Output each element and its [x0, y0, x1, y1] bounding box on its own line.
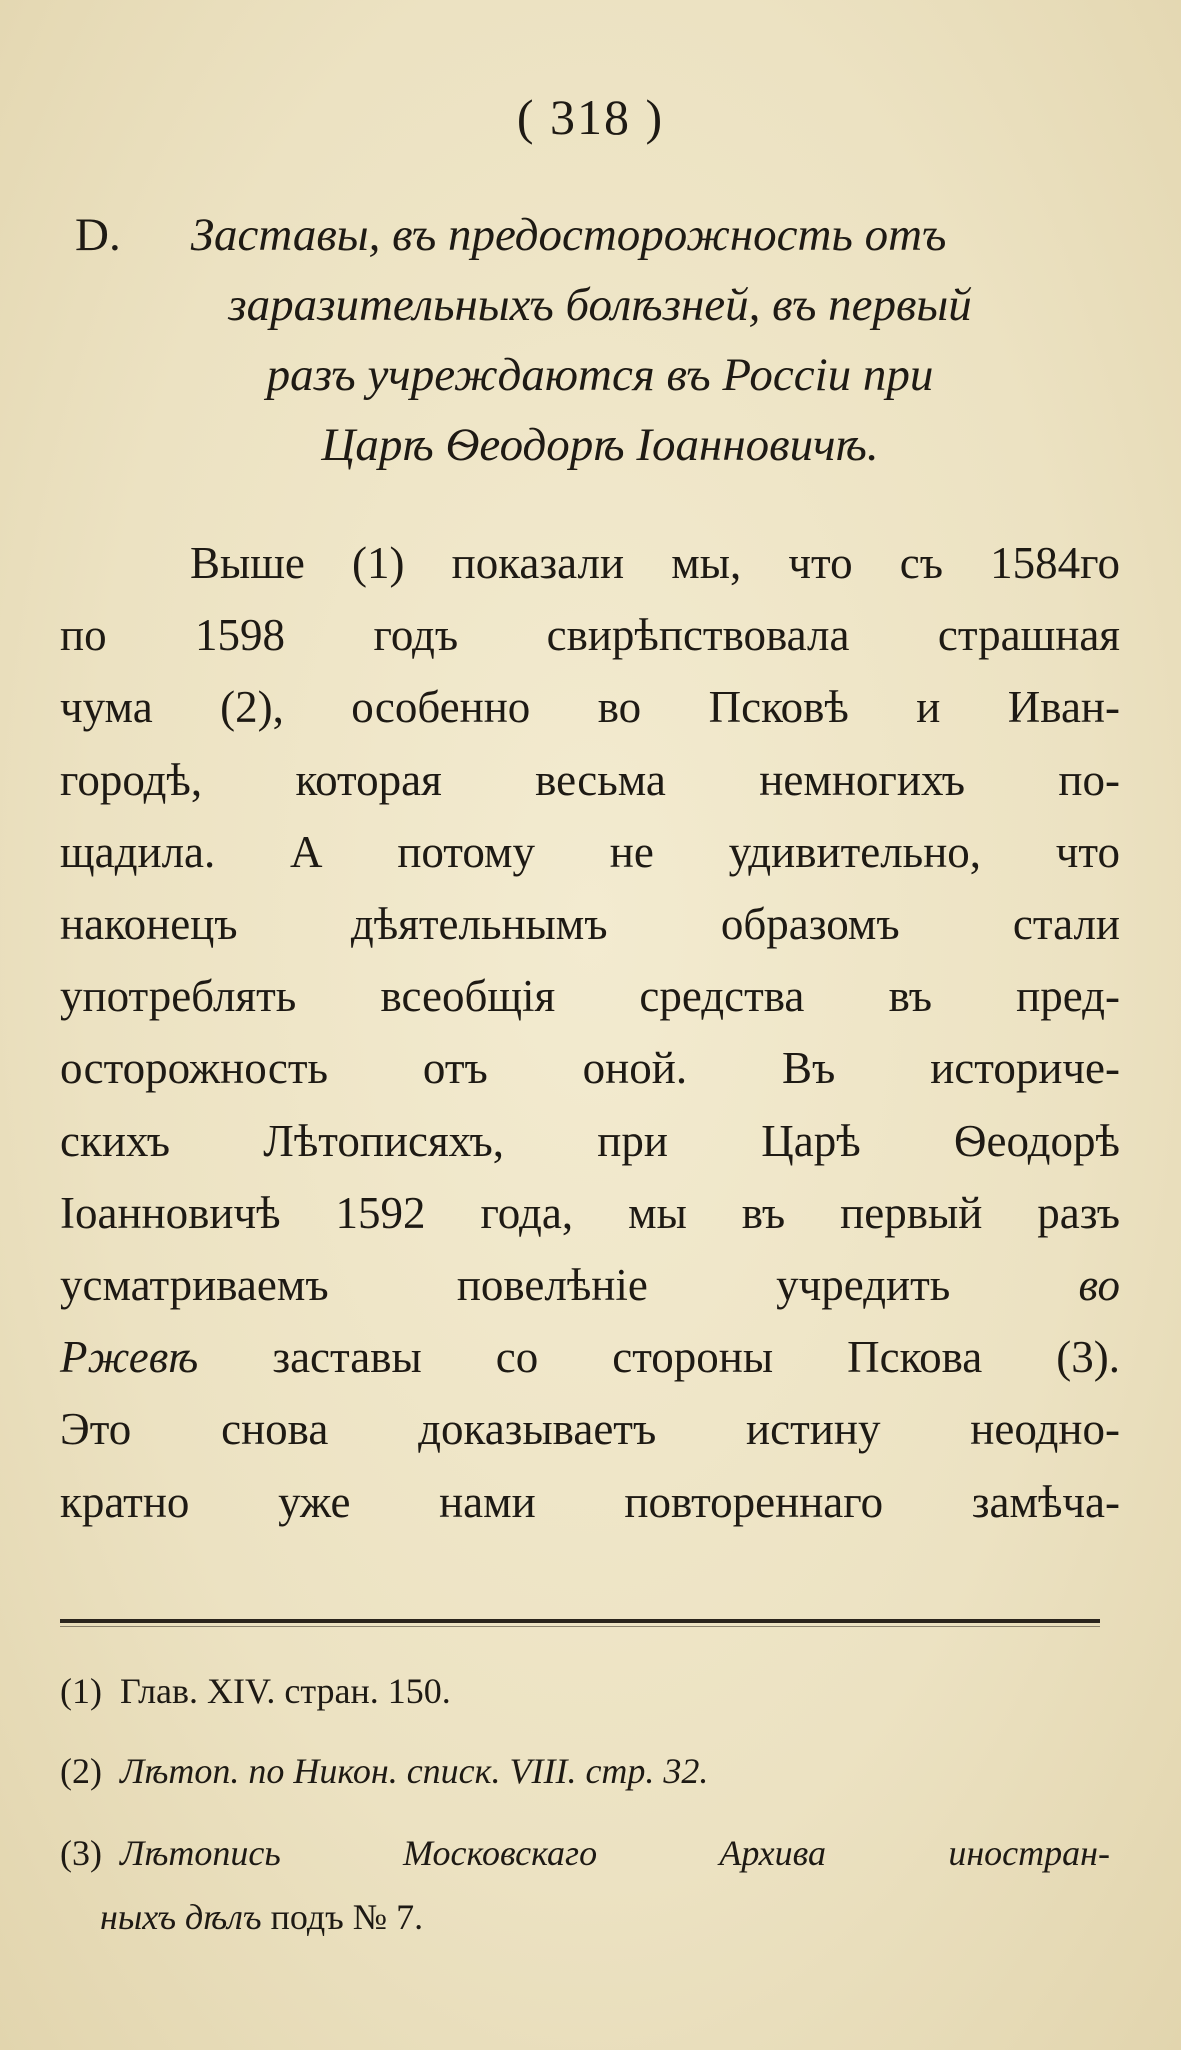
heading-text-1: Заставы, въ предосторожность отъ — [190, 209, 947, 261]
body-line-12-italic: Ржевѣ — [60, 1332, 199, 1383]
body-line-2: по 1598 годъ свирѣпствовала страшная — [60, 610, 1120, 661]
body-line-9: скихъ Лѣтописяхъ, при Царѣ Ѳеодорѣ — [60, 1115, 1120, 1166]
footnote-3-ref: (3) — [60, 1833, 102, 1873]
footnote-3-cont-plain: подъ № 7. — [270, 1897, 424, 1937]
body-line-3: чума (2), особенно во Псковѣ и Иван- — [60, 682, 1120, 733]
footnote-2-ref: (2) — [60, 1751, 102, 1791]
section-marker: D. — [75, 209, 121, 261]
body-line-1: Выше (1) показали мы, что съ 1584го — [190, 538, 1120, 588]
body-line-11-text: усматриваемъ повелѣніе учредить — [60, 1260, 951, 1311]
body-line-12 — [60, 1321, 1120, 1393]
heading-line-4: Царѣ Ѳеодорѣ Іоанновичѣ. — [321, 419, 879, 471]
body-line-12-text: заставы со стороны Пскова (3). — [272, 1332, 1121, 1383]
heading-line-1 — [75, 200, 1125, 270]
body-line-7: употреблять всеобщія средства въ пред- — [60, 971, 1120, 1022]
footnote-3-cont-italic: ныхъ дѣлъ — [100, 1897, 262, 1937]
footnote-1-text: Глав. XIV. стран. 150. — [119, 1671, 451, 1711]
body-paragraph — [60, 527, 1120, 1538]
body-line-10: Іоанновичѣ 1592 года, мы въ первый разъ — [60, 1187, 1120, 1238]
body-line-4: городѣ, которая весьма немногихъ по- — [60, 754, 1120, 805]
footnote-divider — [60, 1619, 1100, 1623]
footnote-1 — [60, 1670, 451, 1712]
body-line-13: Это снова доказываетъ истину неодно- — [60, 1404, 1120, 1455]
footnote-2-text: Лѣтоп. по Никон. списк. VIII. стр. 32. — [119, 1751, 709, 1791]
body-line-14: кратно уже нами повтореннаго замѣча- — [60, 1476, 1120, 1527]
heading-line-3: разъ учреждаются въ Россіи при — [266, 349, 934, 401]
footnote-divider-thin — [60, 1626, 1100, 1627]
section-heading — [75, 200, 1125, 480]
footnote-3-continuation — [60, 1896, 423, 1938]
footnote-2 — [60, 1750, 708, 1792]
body-line-6: наконецъ дѣятельнымъ образомъ стали — [60, 899, 1120, 950]
body-line-11 — [60, 1249, 1120, 1321]
footnote-1-ref: (1) — [60, 1671, 102, 1711]
page-number: ( 318 ) — [516, 89, 665, 145]
body-line-8: осторожность отъ оной. Въ историче- — [60, 1043, 1120, 1094]
footnote-3 — [60, 1832, 1110, 1874]
heading-line-2: заразительныхъ болѣзней, въ первый — [228, 279, 972, 331]
body-line-5: щадила. А потому не удивительно, что — [60, 826, 1120, 877]
footnote-3-text: Лѣтопись Московскаго Архива иностран- — [119, 1833, 1110, 1873]
body-line-11-italic: во — [1078, 1260, 1120, 1311]
